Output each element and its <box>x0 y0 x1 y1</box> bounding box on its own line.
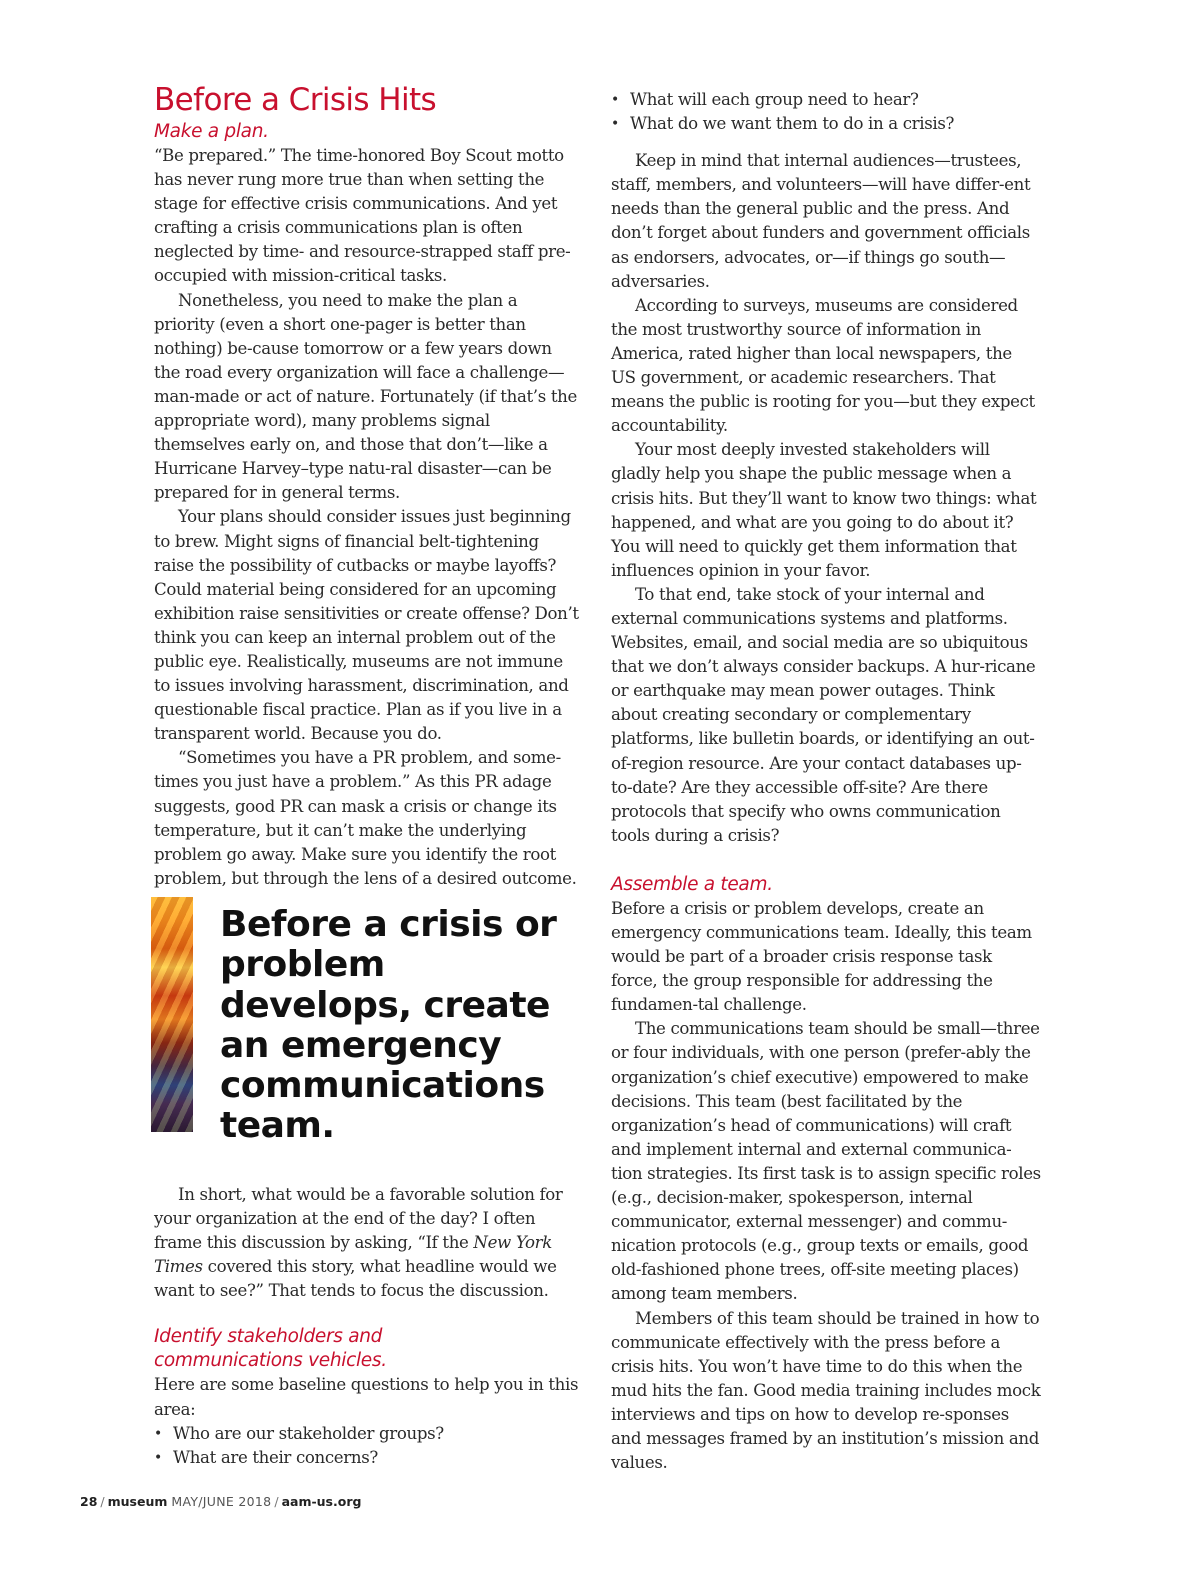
paragraph: According to surveys, museums are considered the most trustworthy source of information in America, rated higher than local newspapers, the US government, or academic researchers. That means the public is rooting for you—but they expect accountability. <box>611 295 1035 436</box>
paragraph-text: In short, what would be a favorable solution for your organization at the end of the day? I often frame this discussion by asking, “If the <box>154 1185 563 1253</box>
paragraph: Your most deeply invested stakeholders will gladly help you shape the public message when a crisis hits. But they’ll want to know two things: what happened, and what are you going to do about it? You will need to quickly get them information that influences opinion in your favor. <box>611 440 1037 580</box>
paragraph-text: covered this story, what headline would we want to see?” That tends to focus the discussion. <box>154 1257 557 1301</box>
list-item: • What do we want them to do in a crisis? <box>611 112 1041 136</box>
paragraph: “Sometimes you have a PR problem, and some-times you just have a problem.” As this PR adage suggests, good PR can mask a crisis or change its temperature, but it can’t make the underlying problem go away. Make sure you identify the root problem, but through the lens of a desired outcome. <box>154 748 577 888</box>
pull-quote: Before a crisis or problem develops, create an emergency communications team. <box>220 904 557 1147</box>
website-link[interactable]: aam-us.org <box>281 1494 362 1509</box>
make-plan-heading: Make a plan. <box>154 121 269 142</box>
article-title: Before a Crisis Hits <box>154 82 437 118</box>
heading-line: communications vehicles. <box>154 1350 387 1372</box>
paragraph: “Be prepared.” The time-honored Boy Scout motto has never rung more true than when setting the stage for effective crisis communications. And yet crafting a crisis communications plan is often neglected by time- and resource-strapped staff pre-occupied with mission-critical tasks. <box>154 146 571 286</box>
paragraph: To that end, take stock of your internal and external communications systems and platforms. Websites, email, and social media are so ubiquitous that we don’t always consider backups. A hur-ricane or earthquake may mean power outages. Think about creating secondary or complementary platforms, like bulletin boards, or identifying an out-of-region resource. Are your contact databases up-to-date? Are they accessible off-site? Are there protocols that specify who owns communication tools during a crisis? <box>611 584 1036 845</box>
paragraph: Nonetheless, you need to make the plan a priority (even a short one-pager is better than nothing) be-cause tomorrow or a few years down the road every organization will face a challenge—man-made or act of nature. Fortunately (if that’s the appropriate word), many problems signal themselves early on, and those that don’t—like a Hurricane Harvey–type natu-ral disaster—can be prepared for in general terms. <box>154 290 577 503</box>
page-footer <box>80 1494 361 1509</box>
right-column <box>611 88 1041 1475</box>
page-number: 28 <box>80 1494 98 1509</box>
magazine-name: museum <box>107 1494 168 1509</box>
flame-image-strip <box>151 897 193 1132</box>
paragraph <box>154 1183 582 1303</box>
left-column <box>154 80 582 891</box>
lower-left-column <box>154 1183 582 1470</box>
paragraph: Here are some baseline questions to help you in this area: <box>154 1375 579 1419</box>
heading-line: Identify stakeholders and <box>154 1326 383 1348</box>
separator: / <box>274 1494 279 1509</box>
bullet-list <box>154 1422 582 1470</box>
paragraph: Your plans should consider issues just beginning to brew. Might signs of financial belt-tightening raise the possibility of cutbacks or maybe layoffs? Could material being considered for an upcoming exhibition raise sensitivities or create offense? Don’t think you can keep an internal problem out of the public eye. Realistically, museums are not immune to issues involving harassment, discrimination, and questionable fiscal practice. Plan as if you live in a transparent world. Because you do. <box>154 507 579 744</box>
paragraph: Before a crisis or problem develops, create an emergency communications team. Ideally, this team would be part of a broader crisis response task force, the group responsible for addressing the fundamen-tal challenge. <box>611 898 1032 1015</box>
stakeholders-heading <box>154 1325 582 1373</box>
issue-date: MAY/JUNE 2018 <box>171 1494 272 1509</box>
paragraph: Members of this team should be trained in how to communicate effectively with the press before a crisis hits. You won’t have time to do this when the mud hits the fan. Good media training includes mock interviews and tips on how to develop re-sponses and messages framed by an institution’s mission and values. <box>611 1308 1041 1473</box>
newspaper-name: New York Times <box>154 1233 552 1277</box>
list-item: • Who are our stakeholder groups? <box>154 1422 582 1446</box>
paragraph: Keep in mind that internal audiences—trustees, staff, members, and volunteers—will have differ-ent needs than the general public and the press. And don’t forget about funders and government officials as endorsers, advocates, or—if things go south—adversaries. <box>611 151 1031 291</box>
bullet-list <box>611 88 1041 136</box>
list-item: • What will each group need to hear? <box>611 88 1041 112</box>
separator: / <box>100 1494 105 1509</box>
assemble-team-heading: Assemble a team. <box>611 873 773 895</box>
paragraph: The communications team should be small—three or four individuals, with one person (prefer-ably the organization’s chief executive) empowered to make decisions. This team (best facilitated by the organization’s head of communications) will craft and implement internal and external communica-tion strategies. Its first task is to assign specific roles (e.g., decision-maker, spokesperson, internal communicator, external messenger) and commu-nication protocols (e.g., group texts or emails, good old-fashioned phone trees, off-site meeting places) among team members. <box>611 1019 1041 1304</box>
list-item: • What are their concerns? <box>154 1446 582 1470</box>
